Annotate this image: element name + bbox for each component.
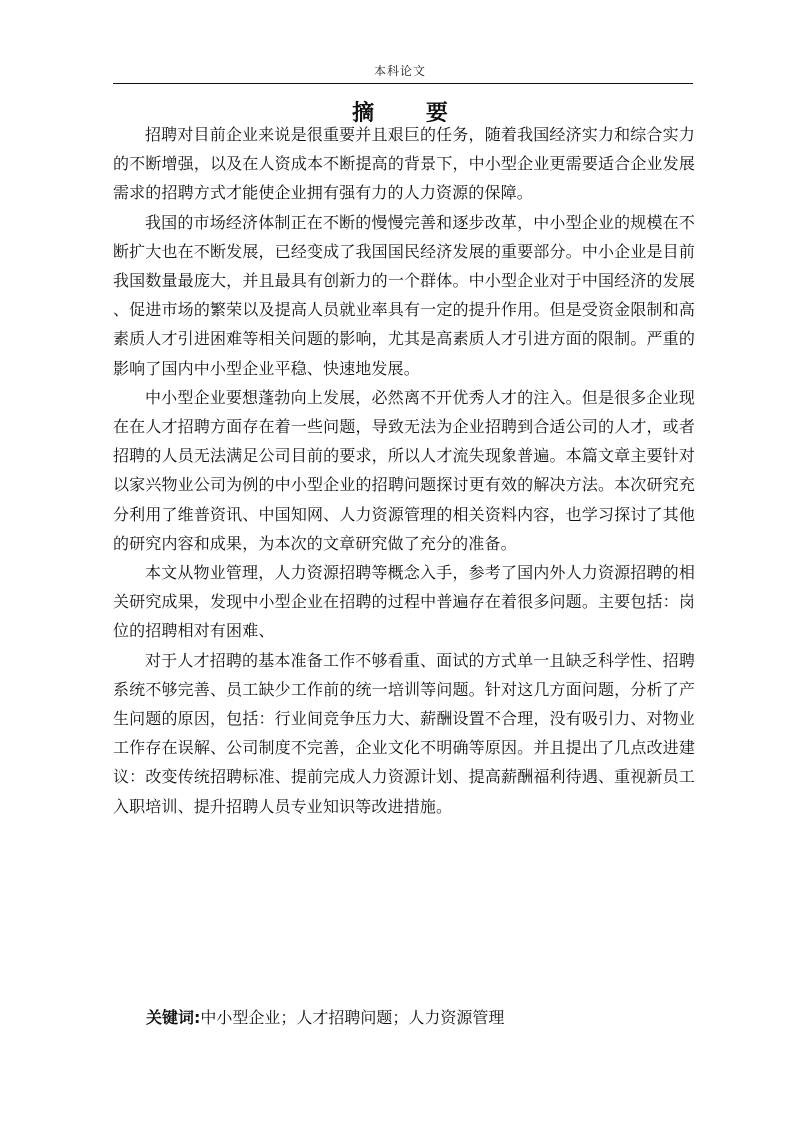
keywords-line: [146, 1005, 504, 1031]
abstract-paragraph-1: 招聘对目前企业来说是很重要并且艰巨的任务，随着我国经济实力和综合实力的不断增强，以及在人资成本不断提高的背景下，中小型企业更需要适合企业发展需求的招聘方式才能使企业拥有强有力的人力资源的保障。: [113, 125, 695, 203]
abstract-paragraph-5: 对于人才招聘的基本准备工作不够看重、面试的方式单一且缺乏科学性、招聘系统不够完善、员工缺少工作前的统一培训等问题。针对这几方面问题，分析了产生问题的原因，包括：行业间竞争压力大、薪酬设置不合理，没有吸引力、对物业工作存在误解、公司制度不完善，企业文化不明确等原因。并且提出了几点改进建议：改变传统招聘标准、提前完成人力资源计划、提高薪酬福利待遇、重视新员工入职培训、提升招聘人员专业知识等改进措施。: [113, 650, 695, 816]
running-header: 本科论文: [373, 64, 426, 78]
abstract-title: 摘 要: [352, 101, 470, 126]
abstract-paragraph-4: 本文从物业管理，人力资源招聘等概念入手，参考了国内外人力资源招聘的相关研究成果，发现中小型企业在招聘的过程中普遍存在着很多问题。主要包括：岗位的招聘相对有困难、: [113, 563, 695, 641]
keywords-label: 关键词:: [146, 1008, 201, 1027]
keywords-value: 中小型企业；人才招聘问题；人力资源管理: [200, 1008, 505, 1027]
abstract-paragraph-2: 我国的市场经济体制正在不断的慢慢完善和逐步改革，中小型企业的规模在不断扩大也在不断发展，已经变成了我国国民经济发展的重要部分。中小企业是目前我国数量最庞大，并且最具有创新力的一个群体。中小型企业对于中国经济的发展 、促进市场的繁荣以及提高人员就业率具有一定的提升作用。但是受资金限制和高素质人才引进困难等相关问题的影响，尤其是高素质人才引进方面的限制。严重的影响了国内中小型企业平稳、快速地发展。: [113, 212, 695, 378]
abstract-body: [113, 120, 695, 821]
abstract-paragraph-3: 中小型企业要想蓬勃向上发展，必然离不开优秀人才的注入。但是很多企业现在在人才招聘方面存在着一些问题，导致无法为企业招聘到合适公司的人才，或者招聘的人员无法满足公司目前的要求，所以人才流失现象普遍。本篇文章主要针对以家兴物业公司为例的中小型企业的招聘问题探讨更有效的解决方法。本次研究充分利用了维普资讯、中国知网、人力资源管理的相关资料内容，也学习探讨了其他的研究内容和成果，为本次的文章研究做了充分的准备。: [113, 387, 695, 553]
header-divider: [113, 83, 693, 84]
